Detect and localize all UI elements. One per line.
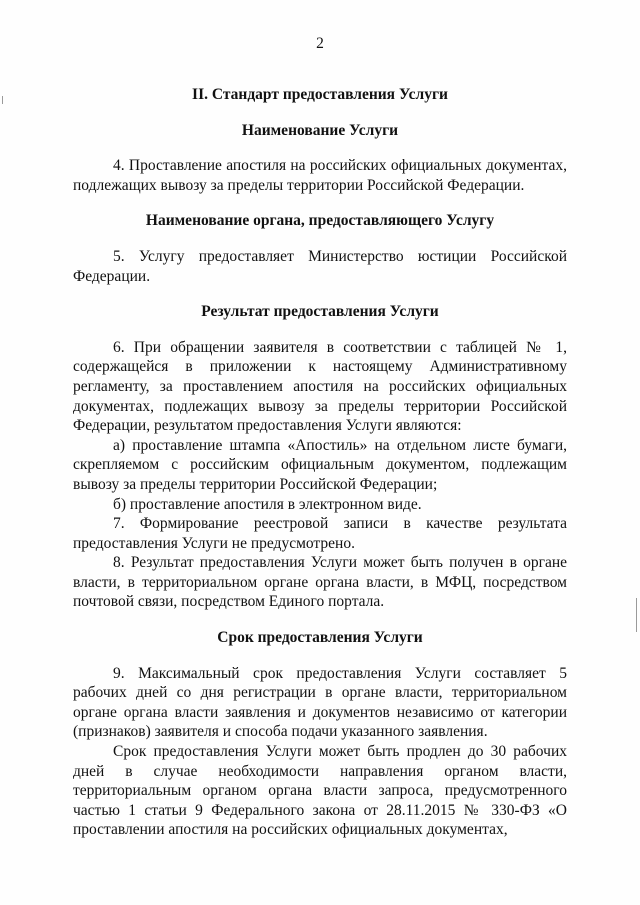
paragraph-6a: а) проставление штампа «Апостиль» на отдельном листе бумаги, скрепляемом с российским официальным документом, подлежащим вывозу за пределы территории Российской Федерации; xyxy=(73,436,567,493)
heading-providing-authority: Наименование органа, предоставляющего Услугу xyxy=(145,212,495,230)
document-body xyxy=(73,85,567,840)
paragraph-9-extension: Срок предоставления Услуги может быть продлен до 30 рабочих дней в случае необходимости направления органом власти, территориальным органом органа власти запроса, предусмотренного частью 1 статьи 9 Федерального закона от 28.11.2015 № 330-ФЗ «О проставлении апостиля на российских официальных документах, xyxy=(73,743,567,839)
paragraph-8: 8. Результат предоставления Услуги может быть получен в органе власти, в территориальном органе органа власти, в МФЦ, посредством почтовой связи, посредством Единого портала. xyxy=(73,554,567,611)
heading-service-result: Результат предоставления Услуги xyxy=(201,303,439,321)
paragraph-4: 4. Проставление апостиля на российских официальных документах, подлежащих вывозу за пределы территории Российской Федерации. xyxy=(73,157,567,194)
heading-service-term: Срок предоставления Услуги xyxy=(217,629,423,647)
paragraph-6: 6. При обращении заявителя в соответствии с таблицей № 1, содержащейся в приложении к настоящему Административному регламенту, за проставлением апостиля на российских официальных документах, подлежащих вывозу за пределы территории Российской Федерации, результатом предоставления Услуги являются: xyxy=(73,338,567,435)
paragraph-5: 5. Услугу предоставляет Министерство юстиции Российской Федерации. xyxy=(73,247,567,285)
page-number: 2 xyxy=(316,35,324,52)
paragraph-9: 9. Максимальный срок предоставления Услуги составляет 5 рабочих дней со дня регистрации в органе власти, территориальном органе органа власти заявления и документов независимо от категории (признаков) заявителя и способа подачи указанного заявления. xyxy=(73,664,567,741)
scan-mark-right xyxy=(636,598,637,632)
scan-mark-left-top xyxy=(2,96,3,104)
paragraph-7: 7. Формирование реестровой записи в качестве результата предоставления Услуги не предусмотрено. xyxy=(73,515,567,552)
section-title: II. Стандарт предоставления Услуги xyxy=(192,86,448,103)
paragraph-6b: б) проставление апостиля в электронном виде. xyxy=(113,495,422,513)
heading-service-name: Наименование Услуги xyxy=(241,121,399,139)
